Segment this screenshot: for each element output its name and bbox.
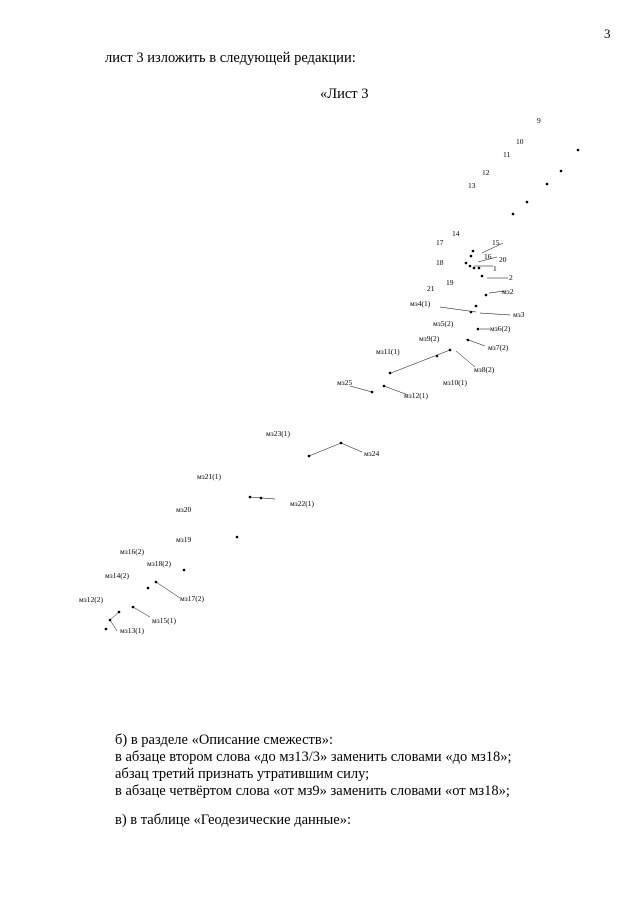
scheme-point [260, 497, 263, 500]
scheme-points [105, 149, 580, 631]
point-label: 19 [446, 278, 454, 287]
scheme-point [389, 372, 392, 375]
section-b-line-1: в абзаце втором слова «до мз13/3» заменить словами «до мз18»; [115, 749, 512, 765]
scheme-line [156, 582, 180, 598]
scheme-point [577, 149, 580, 152]
point-label: мз21(1) [197, 472, 221, 481]
scheme-point [512, 213, 515, 216]
scheme-line [309, 443, 341, 456]
point-label: мз18(2) [147, 559, 171, 568]
point-label: мз12(2) [79, 595, 103, 604]
scheme-point [147, 587, 150, 590]
point-label: мз3 [513, 310, 525, 319]
point-label: 14 [452, 229, 460, 238]
scheme-point [467, 339, 470, 342]
point-label: мз22(1) [290, 499, 314, 508]
scheme-line [110, 620, 117, 631]
point-label: 17 [436, 238, 444, 247]
scheme-point [132, 606, 135, 609]
scheme-point [560, 170, 563, 173]
point-label: мз16(2) [120, 547, 144, 556]
point-label: мз17(2) [180, 594, 204, 603]
scheme-point [478, 267, 481, 270]
point-label: мз7(2) [488, 343, 509, 352]
scheme-point [340, 442, 343, 445]
point-label: мз2 [502, 287, 514, 296]
point-label: 9 [537, 116, 541, 125]
point-label: мз6(2) [490, 324, 511, 333]
scheme-point [449, 349, 452, 352]
point-label: 12 [482, 168, 490, 177]
scheme-point [473, 267, 476, 270]
point-label: мз8(2) [474, 365, 495, 374]
scheme-point [469, 265, 472, 268]
point-label: 15 [492, 238, 500, 247]
scheme-point [470, 255, 473, 258]
scheme-point [465, 262, 468, 265]
scheme-point [472, 250, 475, 253]
point-label: 13 [468, 181, 476, 190]
point-label: мз11(1) [376, 347, 400, 356]
section-v-heading: в) в таблице «Геодезические данные»: [115, 812, 352, 828]
point-label: мз12(1) [404, 391, 428, 400]
page-number: 3 [604, 26, 611, 41]
point-label: 20 [499, 255, 507, 264]
scheme-point [470, 311, 473, 314]
scheme-point [236, 536, 239, 539]
point-label: 18 [436, 258, 444, 267]
point-label: мз23(1) [266, 429, 290, 438]
scheme-line [341, 443, 362, 452]
point-label: 10 [516, 137, 524, 146]
scheme-point [109, 619, 112, 622]
scheme-line [110, 612, 119, 620]
point-label: мз20 [176, 505, 192, 514]
point-label: 11 [503, 150, 511, 159]
point-label: 1 [493, 264, 497, 273]
scheme-line [480, 313, 510, 315]
point-label: мз13(1) [120, 626, 144, 635]
scheme-point [105, 628, 108, 631]
section-b-line-3: в абзаце четвёртом слова «от мз9» заменить словами «от мз18»; [115, 783, 510, 799]
point-label: 16 [484, 252, 492, 261]
scheme-line [133, 607, 150, 617]
section-b-heading: б) в разделе «Описание смежеств»: [115, 732, 334, 748]
point-label: мз14(2) [105, 571, 129, 580]
point-label: мз25 [337, 378, 353, 387]
point-label: 21 [427, 284, 435, 293]
point-label: мз19 [176, 535, 192, 544]
scheme-line [350, 386, 372, 392]
point-label: мз15(1) [152, 616, 176, 625]
scheme-point [481, 275, 484, 278]
sheet-title: «Лист 3 [320, 86, 369, 102]
point-label: мз5(2) [433, 319, 454, 328]
scheme-point [155, 581, 158, 584]
scheme-line [456, 351, 475, 367]
point-label: мз9(2) [419, 334, 440, 343]
scheme-point [546, 183, 549, 186]
section-b [115, 732, 512, 800]
scheme-point [183, 569, 186, 572]
point-label: мз24 [364, 449, 380, 458]
scheme-point [526, 201, 529, 204]
section-b-line-2: абзац третий признать утратившим силу; [115, 766, 370, 782]
scheme-point [477, 328, 480, 331]
scheme-line [391, 350, 450, 373]
scheme-labels [79, 116, 541, 635]
scheme-point [249, 496, 252, 499]
scheme-point [308, 455, 311, 458]
scheme-lines [110, 243, 510, 631]
scheme-point [436, 355, 439, 358]
point-label: 2 [509, 273, 513, 282]
scheme-point [475, 305, 478, 308]
scheme-line [250, 497, 275, 499]
scheme-point [383, 385, 386, 388]
point-label: мз10(1) [443, 378, 467, 387]
scheme-point [485, 294, 488, 297]
scheme-point [118, 611, 121, 614]
scheme-point [371, 391, 374, 394]
point-label: мз4(1) [410, 299, 431, 308]
intro-text: лист 3 изложить в следующей редакции: [105, 50, 356, 66]
